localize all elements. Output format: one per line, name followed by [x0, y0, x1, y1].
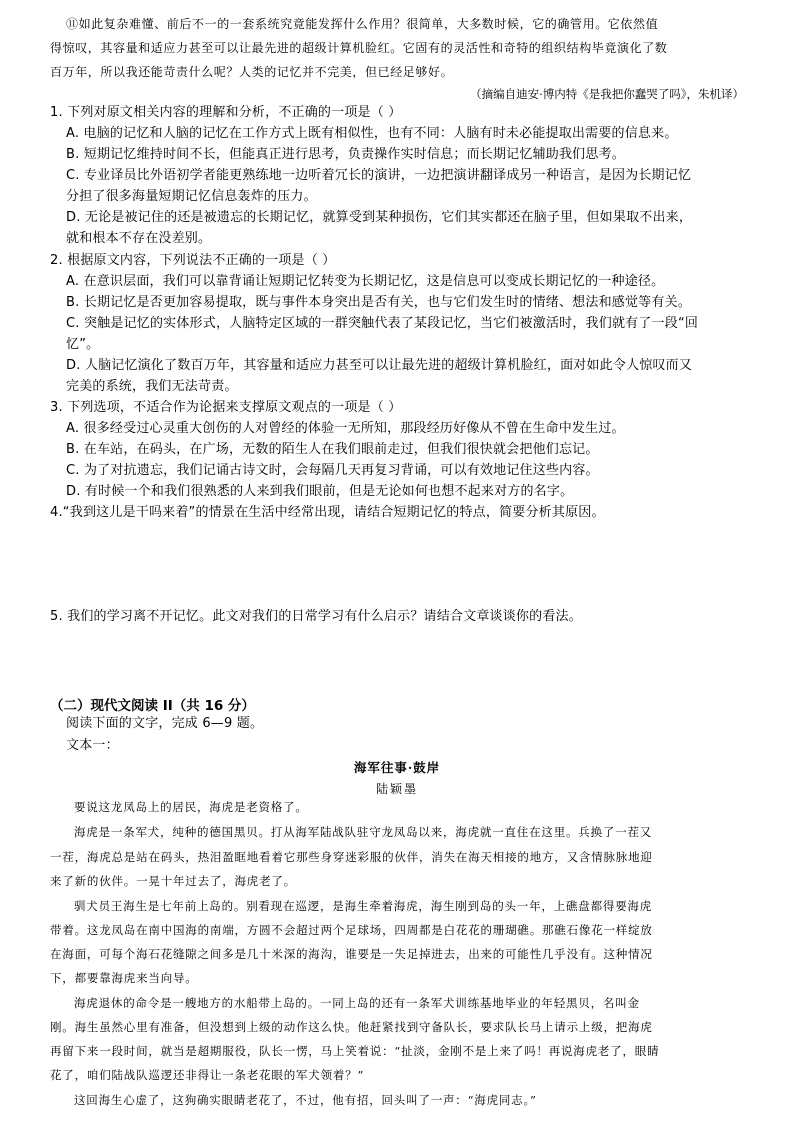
question-stem: 3. 下列选项，不适合作为论据来支撑原文观点的一项是（ ）	[50, 400, 402, 415]
option-a: A. 在意识层面，我们可以靠背诵让短期记忆转变为长期记忆，这是信息可以变成长期记忆的一种途径。	[66, 274, 665, 289]
option-b: B. 短期记忆维持时间不长，但能真正进行思考，负责操作实时信息；而长期记忆辅助我们思考。	[66, 147, 625, 162]
option-d: D. 人脑记忆演化了数百万年，其容量和适应力甚至可以让最先进的超级计算机脸红，面对如此令人惊叹而又	[66, 358, 693, 373]
question-stem: 1. 下列对原文相关内容的理解和分析，不正确的一项是（ ）	[50, 105, 402, 120]
option-d-cont: 就和根本不存在没差别。	[66, 231, 212, 246]
answer-space-4[interactable]	[66, 528, 746, 598]
section-instruction: 阅读下面的文字，完成 6—9 题。	[66, 716, 264, 731]
question-5: 5. 我们的学习离不开记忆。此文对我们的日常学习有什么启示？请结合文章谈谈你的看法。	[50, 609, 582, 624]
story-line: 一茬，海虎总是站在码头，热泪盈眶地看着它那些身穿迷彩服的伙伴，消失在海天相接的地方，又含情脉脉地迎	[50, 850, 653, 864]
story-line: 海虎退休的命令是一艘地方的水船带上岛的。一同上岛的还有一条军犬训练基地毕业的年轻黑贝，名叫金	[74, 996, 640, 1010]
option-b: B. 在车站，在码头，在广场，无数的陌生人在我们眼前走过，但我们很快就会把他们忘记。	[66, 442, 599, 457]
option-c: C. 突触是记忆的实体形式，人脑特定区域的一群突触代表了某段记忆，当它们被激活时，我们就有了一段“回	[66, 316, 699, 331]
option-d: D. 无论是被记住的还是被遗忘的长期记忆，就算受到某种损伤，它们其实都还在脑子里，但如果取不出来，	[66, 210, 693, 225]
story-line: 这回海生心虚了，这狗确实眼睛老花了，不过，他有招，回头叫了一声：“海虎同志。”	[74, 1093, 537, 1107]
question-4: 4.“我到这儿是干吗来着”的情景在生活中经常出现，请结合短期记忆的特点，简要分析其原因。	[50, 505, 605, 520]
story-line: 驯犬员王海生是七年前上岛的。别看现在巡逻，是海生牵着海虎，海生刚到岛的头一年，上礁盘都得要海虎	[74, 899, 653, 913]
story-line: 带着。这龙凤岛在南中国海的南端，方圆不会超过两个足球场，四周都是白花花的珊瑚礁。那礁石像花一样绽放	[50, 923, 653, 937]
answer-space-5[interactable]	[66, 632, 746, 687]
story-line: 来了新的伙伴。一晃十年过去了，海虎老了。	[50, 874, 296, 888]
text-label: 文本一：	[66, 738, 119, 753]
passage-source: （摘编自迪安·博内特《是我把你蠢哭了吗》，朱机译）	[470, 87, 744, 101]
story-line: 下，都要靠海虎来当向导。	[50, 971, 198, 985]
option-c: C. 专业译员比外语初学者能更熟练地一边听着冗长的演讲，一边把演讲翻译成另一种语言，是因为长期记忆	[66, 168, 692, 183]
story-line: 刚。海生虽然心里有准备，但没想到上级的动作这么快。他赶紧找到守备队长，要求队长马上请示上级，把海虎	[50, 1020, 653, 1034]
option-c-cont: 分担了很多海量短期记忆信息轰炸的压力。	[66, 189, 317, 204]
passage-line: ⑪如此复杂难懂、前后不一的一套系统究竟能发挥什么作用？很简单，大多数时候，它的确管用。它依然值	[66, 17, 659, 31]
story-line: 要说这龙凤岛上的居民，海虎是老资格了。	[74, 800, 308, 814]
story-title: 海军往事·鼓岸	[353, 760, 441, 775]
option-b: B. 长期记忆是否更加容易提取，既与事件本身突出是否有关，也与它们发生时的情绪、想法和感觉等有关。	[66, 295, 691, 310]
story-line: 海虎是一条军犬，纯种的德国黑贝。打从海军陆战队驻守龙凤岛以来，海虎就一直住在这里。兵换了一茬又	[74, 825, 653, 839]
option-a: A. 电脑的记忆和人脑的记忆在工作方式上既有相似性，也有不同：人脑有时未必能提取出需要的信息来。	[66, 126, 678, 141]
passage-line: 得惊叹，其容量和适应力甚至可以让最先进的超级计算机脸红。它固有的灵活性和奇特的组织结构毕竟演化了数	[50, 41, 668, 55]
section-heading: （二）现代文阅读 II（共 16 分）	[50, 698, 255, 714]
option-d-cont: 完美的系统，我们无法苛责。	[66, 379, 238, 394]
story-line: 在海面，可每个海石花缝隙之间多是几十米深的海沟，谁要是一失足掉进去，出来的可能性几乎没有。这种情况	[50, 947, 653, 961]
passage-line: 百万年，所以我还能苛责什么呢？人类的记忆并不完美，但已经足够好。	[50, 65, 454, 79]
option-a: A. 很多经受过心灵重大创伤的人对曾经的体验一无所知，那段经历好像从不曾在生命中发生过。	[66, 421, 625, 436]
story-author: 陆颖墨	[375, 782, 418, 796]
question-stem: 2. 根据原文内容，下列说法不正确的一项是（ ）	[50, 253, 336, 268]
option-c: C. 为了对抗遗忘，我们记诵古诗文时，会每隔几天再复习背诵，可以有效地记住这些内容。	[66, 463, 599, 478]
option-c-cont: 忆”。	[66, 337, 100, 352]
story-line: 花了，咱们陆战队巡逻还非得让一条老花眼的军犬领着？”	[50, 1068, 365, 1082]
story-line: 再留下来一段时间，就当是超期服役，队长一愣，马上笑着说：“扯淡，金刚不是上来了吗！再说海虎老了，眼睛	[50, 1044, 660, 1058]
option-d: D. 有时候一个和我们很熟悉的人来到我们眼前，但是无论如何也想不起来对方的名字。	[66, 484, 574, 499]
